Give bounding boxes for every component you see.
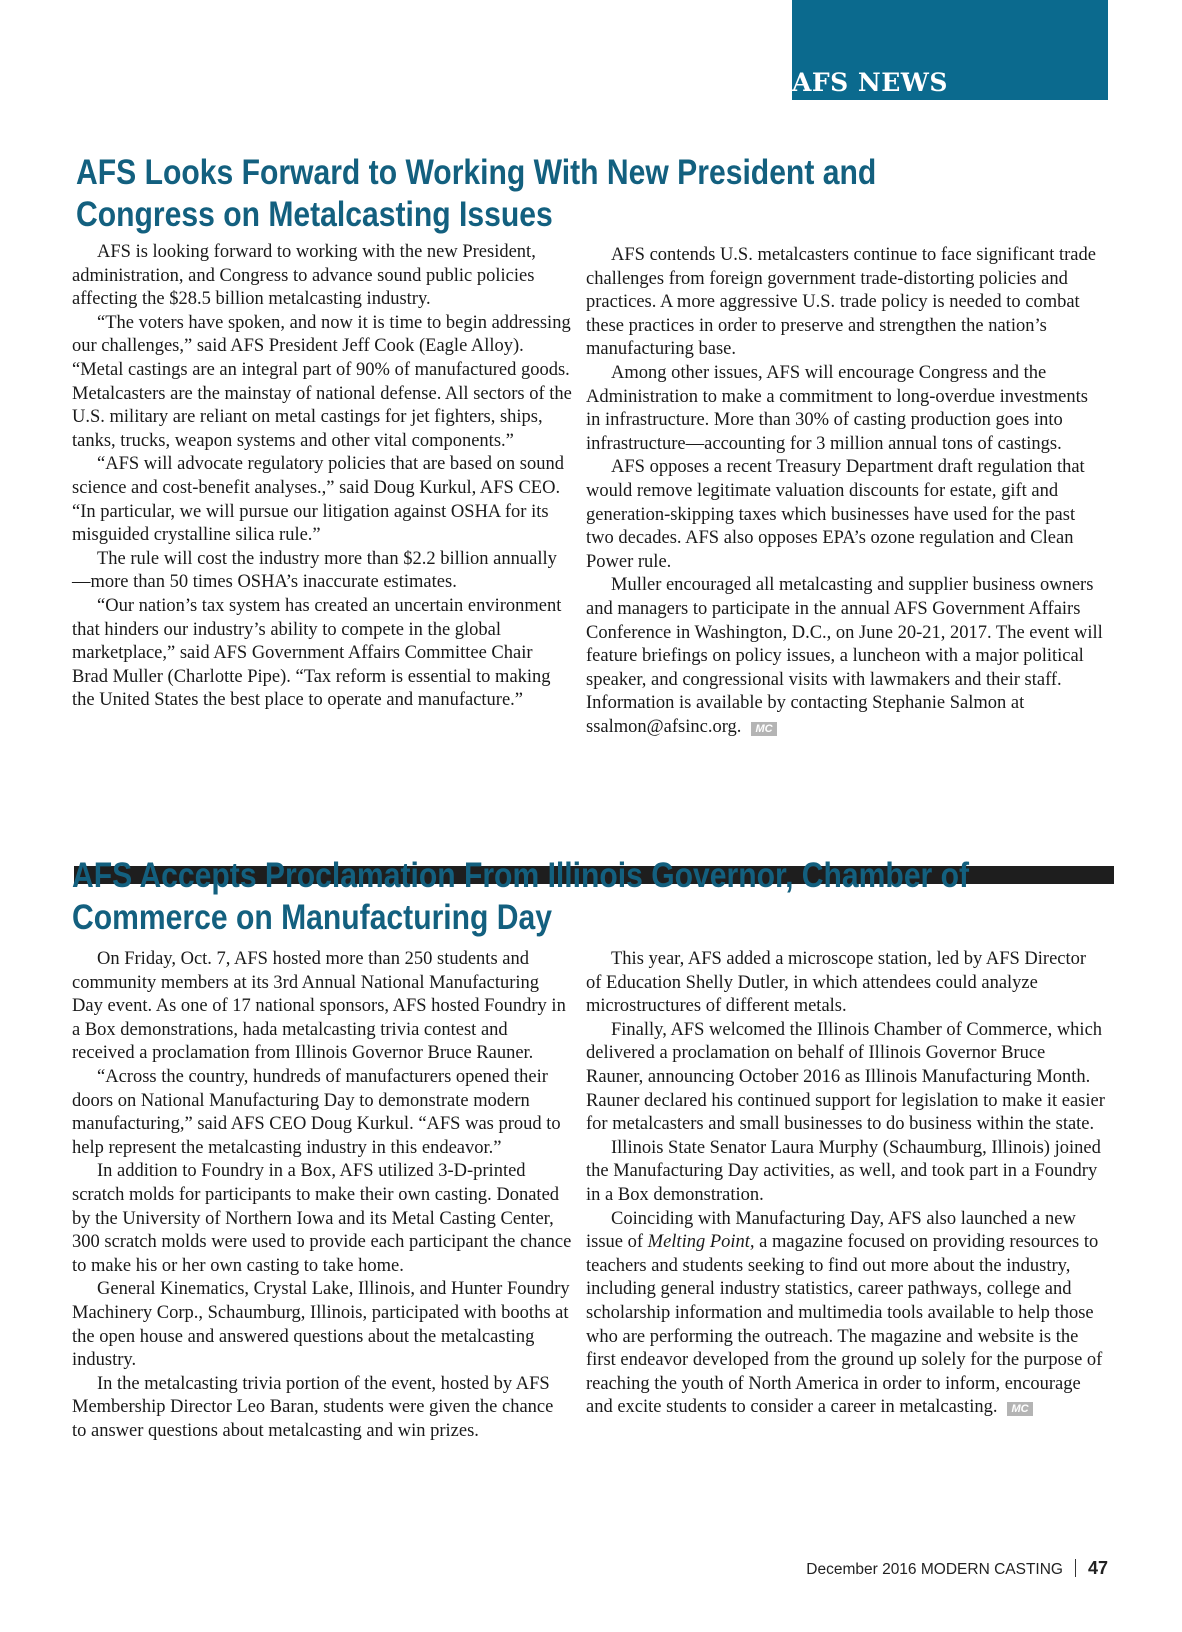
footer-magazine: MODERN CASTING bbox=[920, 1561, 1063, 1578]
mc-end-badge: MC bbox=[751, 722, 776, 736]
article1-headline-line1: AFS Looks Forward to Working With New President and bbox=[76, 153, 877, 192]
article2-column-left bbox=[72, 948, 572, 1443]
paragraph: This year, AFS added a microscope station, led by AFS Director of Education Shelly Dutler, in which attendees could analyze microstructures of different metals. bbox=[586, 949, 1087, 1017]
paragraph: “Across the country, hundreds of manufacturers opened their doors on National Manufacturing Day to demonstrate modern manufacturing,” said AFS CEO Doug Kurkul. “AFS was proud to help represent the metalcasting industry in this endeavor.” bbox=[72, 1066, 561, 1158]
page-number: 47 bbox=[1087, 1558, 1108, 1578]
paragraph: “Our nation’s tax system has created an uncertain environment that hinders our industry’s ability to compete in the global marketplace,” said AFS Government Affairs Committee Chair Brad Muller (Charlotte Pipe). “Tax reform is essential to making the United States the best place to operate and manufacture.” bbox=[72, 595, 562, 711]
article1-column-right bbox=[586, 244, 1106, 739]
magazine-title: Melting Point, bbox=[647, 1232, 755, 1253]
article1-headline-line2: Congress on Metalcasting Issues bbox=[76, 195, 553, 234]
paragraph-text: Muller encouraged all metalcasting and supplier business owners and managers to participate in the annual AFS Government Affairs Conference in Washington, D.C., on June 20-21, 2017. The event will feature briefings on policy issues, a luncheon with a major political speaker, and congressional visits with lawmakers and their staff. Information is available by contacting Stephanie Salmon at ssalmon@afsinc.org. bbox=[586, 575, 1103, 737]
paragraph: “The voters have spoken, and now it is time to begin addressing our challenges,” said AFS President Jeff Cook (Eagle Alloy). “Metal castings are an integral part of 90% of manufactured goods. Metalcasters are the mainstay of national defense. All sectors of the U.S. military are reliant on metal castings for jet fighters, ships, tanks, trucks, weapon systems and other vital components.” bbox=[72, 312, 572, 451]
section-label: AFS NEWS bbox=[792, 68, 948, 97]
mc-end-badge: MC bbox=[1007, 1402, 1032, 1416]
article2-headline-line1: AFS Accepts Proclamation From Illinois Governor, Chamber of bbox=[72, 856, 970, 895]
paragraph bbox=[586, 574, 1106, 739]
article1-column-left bbox=[72, 241, 572, 713]
paragraph: “AFS will advocate regulatory policies that are based on sound science and cost-benefit analyses.,” said Doug Kurkul, AFS CEO. “In particular, we will pursue our litigation against OSHA for its misguided crystalline silica rule.” bbox=[72, 454, 564, 546]
paragraph: Illinois State Senator Laura Murphy (Schaumburg, Illinois) joined the Manufacturing Day activities, as well, and took part in a Foundry in a Box demonstration. bbox=[586, 1137, 1101, 1205]
footer-separator bbox=[1075, 1559, 1076, 1577]
paragraph: AFS contends U.S. metalcasters continue to face significant trade challenges from foreign government trade-distorting policies and practices. A more aggressive U.S. trade policy is needed to combat these practices in order to preserve and strengthen the nation’s manufacturing base. bbox=[586, 245, 1096, 360]
paragraph: Among other issues, AFS will encourage Congress and the Administration to make a commitment to long-overdue investments in infrastructure. More than 30% of casting production goes into infrastructure—accounting for 3 million annual tons of castings. bbox=[586, 362, 1088, 454]
paragraph: In the metalcasting trivia portion of the event, hosted by AFS Membership Director Leo Baran, students were given the chance to answer questions about metalcasting and win prizes. bbox=[72, 1373, 554, 1441]
footer-issue: December 2016 bbox=[806, 1561, 917, 1578]
article2-headline bbox=[72, 855, 969, 939]
paragraph: AFS is looking forward to working with the new President, administration, and Congress to advance sound public policies affecting the $28.5 billion metalcasting industry. bbox=[72, 242, 536, 310]
paragraph: General Kinematics, Crystal Lake, Illinois, and Hunter Foundry Machinery Corp., Schaumburg, Illinois, participated with booths at the open house and answered questions about the metalcasting industry. bbox=[72, 1279, 570, 1371]
paragraph: Finally, AFS welcomed the Illinois Chamber of Commerce, which delivered a proclamation on behalf of Illinois Governor Bruce Rauner, announcing October 2016 as Illinois Manufacturing Month. Rauner declared his continued support for legislation to make it easier for metalcasters and small businesses to do business within the state. bbox=[586, 1019, 1105, 1135]
article2-column-right bbox=[586, 948, 1106, 1420]
paragraph: The rule will cost the industry more than $2.2 billion annually—more than 50 times OSHA’s inaccurate estimates. bbox=[72, 548, 557, 593]
paragraph: AFS opposes a recent Treasury Department draft regulation that would remove legitimate valuation discounts for estate, gift and generation-skipping taxes which businesses have used for the past two decades. AFS also opposes EPA’s ozone regulation and Clean Power rule. bbox=[586, 457, 1085, 572]
paragraph-text: Coinciding with Manufacturing Day, AFS also launched a new issue of bbox=[586, 1208, 1076, 1253]
paragraph-text: a magazine focused on providing resources to teachers and students seeking to find out more about the industry, including general industry statistics, career pathways, college and scholarship information and multimedia tools available to help those who are performing the outreach. The magazine and website is the first endeavor developed from the ground up solely for the purpose of reaching the youth of North America in order to inform, encourage and excite students to consider a career in metalcasting. bbox=[586, 1232, 1103, 1418]
article2-headline-line2: Commerce on Manufacturing Day bbox=[72, 898, 553, 937]
article1-headline bbox=[76, 152, 876, 236]
page-footer bbox=[806, 1558, 1108, 1579]
paragraph: On Friday, Oct. 7, AFS hosted more than 250 students and community members at its 3rd Annual National Manufacturing Day event. As one of 17 national sponsors, AFS hosted Foundry in a Box demonstrations, hada metalcasting trivia contest and received a proclamation from Illinois Governor Bruce Rauner. bbox=[72, 949, 566, 1064]
paragraph bbox=[586, 1208, 1106, 1420]
paragraph: In addition to Foundry in a Box, AFS utilized 3-D-printed scratch molds for participants to make their own casting. Donated by the University of Northern Iowa and its Metal Casting Center, 300 scratch molds were used to provide each participant the chance to make his or her own casting to take home. bbox=[72, 1161, 572, 1276]
